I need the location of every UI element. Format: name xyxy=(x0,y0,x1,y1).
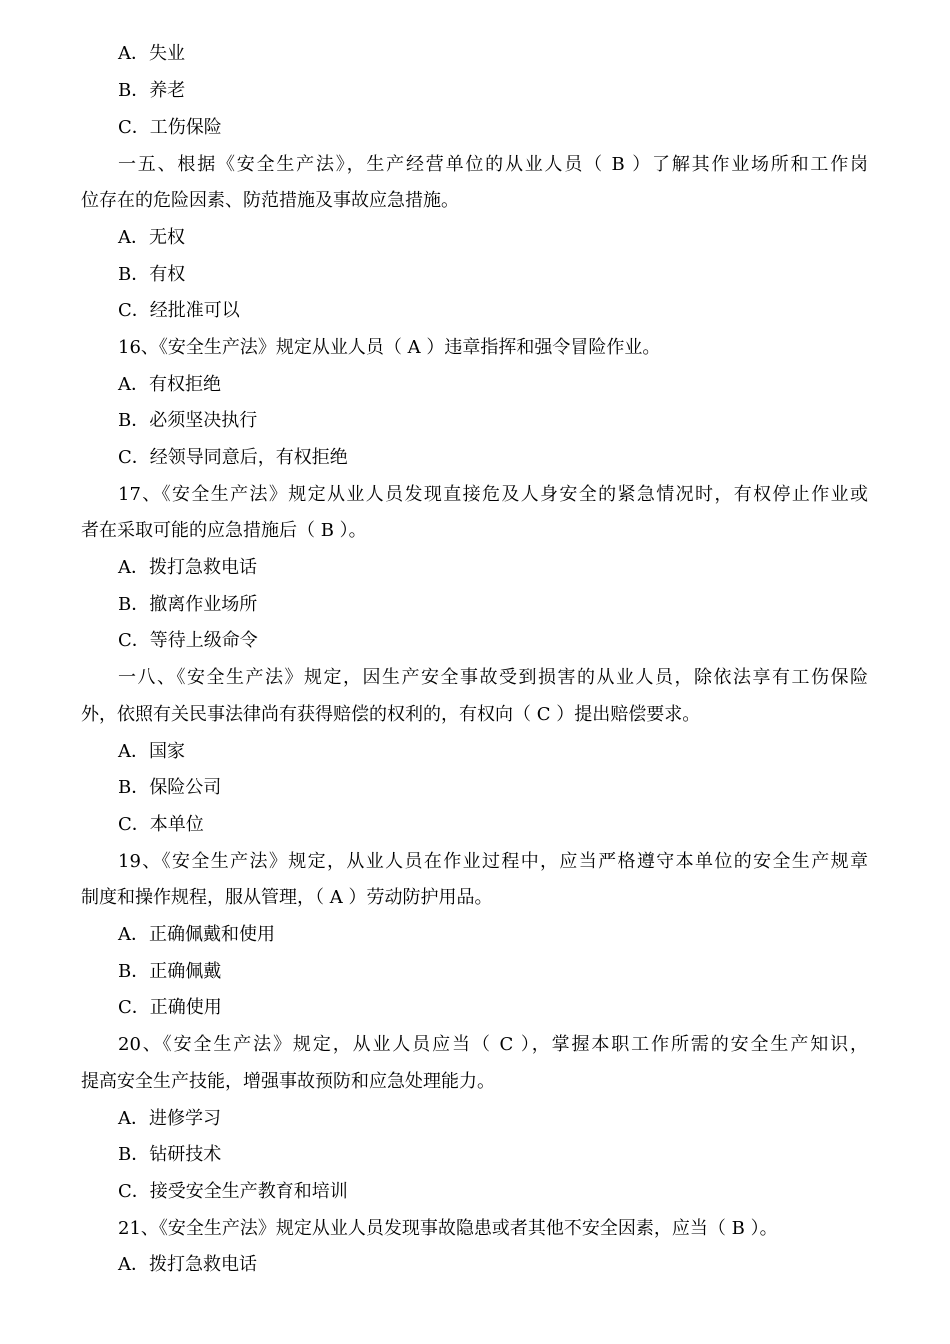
question-continuation: 者在采取可能的应急措施后（ B ）。 xyxy=(81,520,367,541)
option-line: A．无权 xyxy=(118,227,185,248)
question-continuation: 提高安全生产技能，增强事故预防和应急处理能力。 xyxy=(81,1071,495,1092)
option-line: C．等待上级命令 xyxy=(118,630,258,651)
option-line: B．有权 xyxy=(118,264,186,285)
option-line: A．国家 xyxy=(118,741,185,762)
question-line xyxy=(0,849,950,875)
option-line: A．拨打急救电话 xyxy=(118,1254,257,1275)
option-line: C．接受安全生产教育和培训 xyxy=(118,1181,348,1202)
option-line: B．保险公司 xyxy=(118,777,222,798)
question-text: 一五、根据《安全生产法》，生产经营单位的从业人员（ B ）了解其作业场所和工作岗 xyxy=(118,154,868,175)
option-line: A．正确佩戴和使用 xyxy=(118,924,275,945)
question-line xyxy=(0,1032,950,1058)
option-line: B．正确佩戴 xyxy=(118,961,222,982)
option-line: C．经批准可以 xyxy=(118,300,240,321)
question-continuation: 制度和操作规程，服从管理，（ A ）劳动防护用品。 xyxy=(81,887,493,908)
option-line: A．失业 xyxy=(118,43,185,64)
option-line: A．有权拒绝 xyxy=(118,374,221,395)
option-line: B．撤离作业场所 xyxy=(118,594,258,615)
option-line: B．钻研技术 xyxy=(118,1144,222,1165)
question-text: 20、《安全生产法》规定，从业人员应当（ C ），掌握本职工作所需的安全生产知识， xyxy=(118,1034,868,1055)
option-line: B．必须坚决执行 xyxy=(118,410,258,431)
option-line: A．进修学习 xyxy=(118,1108,221,1129)
question-line xyxy=(0,665,950,691)
question-line xyxy=(0,152,950,178)
question-text: 一八、《安全生产法》规定，因生产安全事故受到损害的从业人员，除依法享有工伤保险 xyxy=(118,667,868,688)
option-line: C．经领导同意后，有权拒绝 xyxy=(118,447,348,468)
question-line: 16、《安全生产法》规定从业人员（ A ）违章指挥和强令冒险作业。 xyxy=(118,337,661,358)
question-text: 19、《安全生产法》规定，从业人员在作业过程中，应当严格遵守本单位的安全生产规章 xyxy=(118,851,868,872)
option-line: B．养老 xyxy=(118,80,186,101)
question-line: 21、《安全生产法》规定从业人员发现事故隐患或者其他不安全因素，应当（ B ）。 xyxy=(118,1218,778,1239)
question-continuation: 外，依照有关民事法律尚有获得赔偿的权利的，有权向（ C ）提出赔偿要求。 xyxy=(81,704,701,725)
option-line: A．拨打急救电话 xyxy=(118,557,257,578)
question-continuation: 位存在的危险因素、防范措施及事故应急措施。 xyxy=(81,190,459,211)
option-line: C．正确使用 xyxy=(118,997,222,1018)
option-line: C．工伤保险 xyxy=(118,117,222,138)
question-text: 17、《安全生产法》规定从业人员发现直接危及人身安全的紧急情况时，有权停止作业或 xyxy=(118,484,868,505)
question-line xyxy=(0,482,950,508)
option-line: C．本单位 xyxy=(118,814,204,835)
